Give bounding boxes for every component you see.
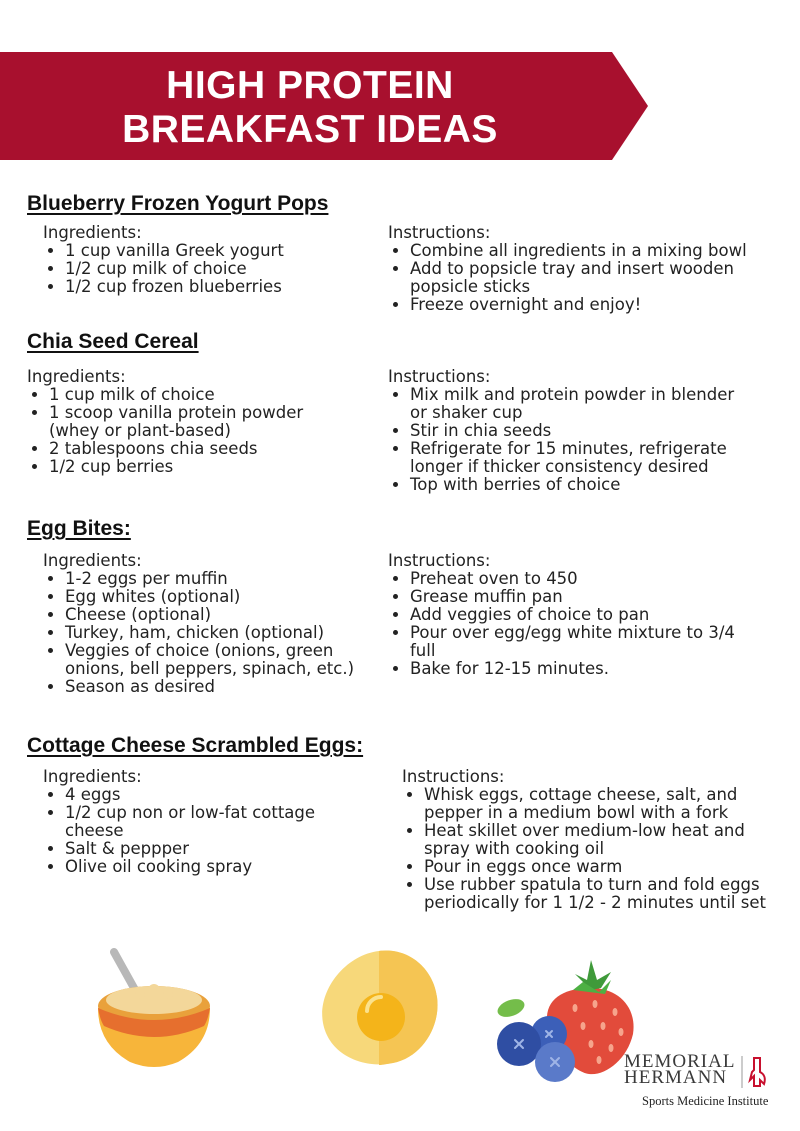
instructions-column bbox=[402, 768, 787, 912]
list-item: • 1-2 eggs per muffin bbox=[65, 570, 363, 588]
list-item: • Add veggies of choice to pan bbox=[410, 606, 753, 624]
ingredients-label: Ingredients: bbox=[27, 367, 126, 386]
title-banner bbox=[0, 52, 648, 160]
list-item: • Add to popsicle tray and insert wooden popsicle sticks bbox=[410, 260, 753, 296]
list-item: • Heat skillet over medium-low heat and spray with cooking oil bbox=[424, 822, 787, 858]
list-item: • Pour in eggs once warm bbox=[424, 858, 787, 876]
page-title-line-1: HIGH PROTEIN bbox=[166, 64, 454, 107]
list-item: • Whisk eggs, cottage cheese, salt, and pepper in a medium bowl with a fork bbox=[424, 786, 787, 822]
instructions-label: Instructions: bbox=[388, 551, 491, 570]
list-item: • 1/2 cup milk of choice bbox=[65, 260, 363, 278]
list-item: • Egg whites (optional) bbox=[65, 588, 363, 606]
ingredients-label: Ingredients: bbox=[43, 551, 142, 570]
list-item: • Freeze overnight and enjoy! bbox=[410, 296, 753, 314]
ingredients-list bbox=[43, 570, 363, 696]
logo-subtitle: Sports Medicine Institute bbox=[642, 1094, 769, 1108]
berries-icon bbox=[495, 946, 640, 1086]
list-item: • 4 eggs bbox=[65, 786, 343, 804]
list-item: • Olive oil cooking spray bbox=[65, 858, 343, 876]
ingredients-list bbox=[43, 786, 343, 876]
recipe-title-cottage-cheese-eggs: Cottage Cheese Scrambled Eggs: bbox=[27, 734, 364, 757]
ingredients-column bbox=[43, 224, 363, 296]
instructions-list bbox=[388, 386, 753, 494]
list-item: • Salt & peppper bbox=[65, 840, 343, 858]
list-item: • 2 tablespoons chia seeds bbox=[49, 440, 327, 458]
ingredients-column bbox=[43, 768, 343, 876]
list-item: • Season as desired bbox=[65, 678, 363, 696]
ingredients-list bbox=[27, 386, 327, 476]
list-item: • Stir in chia seeds bbox=[410, 422, 753, 440]
ingredients-label: Ingredients: bbox=[43, 767, 142, 786]
memorial-hermann-logo bbox=[622, 1052, 782, 1112]
ingredients-label: Ingredients: bbox=[43, 223, 142, 242]
list-item: • Preheat oven to 450 bbox=[410, 570, 753, 588]
list-item: • 1/2 cup frozen blueberries bbox=[65, 278, 363, 296]
ingredients-list bbox=[43, 242, 363, 296]
list-item: • Top with berries of choice bbox=[410, 476, 753, 494]
instructions-column bbox=[388, 552, 753, 678]
list-item: • Cheese (optional) bbox=[65, 606, 363, 624]
instructions-list bbox=[388, 570, 753, 678]
fried-egg-icon bbox=[315, 945, 445, 1075]
instructions-label: Instructions: bbox=[388, 223, 491, 242]
page-title-line-2: BREAKFAST IDEAS bbox=[122, 108, 498, 151]
ingredients-column bbox=[27, 368, 327, 476]
list-item: • 1 cup vanilla Greek yogurt bbox=[65, 242, 363, 260]
oatmeal-bowl-icon bbox=[92, 944, 222, 1079]
instructions-label: Instructions: bbox=[388, 367, 491, 386]
list-item: • 1/2 cup non or low-fat cottage cheese bbox=[65, 804, 343, 840]
page-title bbox=[40, 64, 580, 152]
list-item: • 1/2 cup berries bbox=[49, 458, 327, 476]
list-item: • Use rubber spatula to turn and fold eggs periodically for 1 1/2 - 2 minutes until set bbox=[424, 876, 787, 912]
logo-line-2: HERMANN bbox=[624, 1067, 728, 1088]
list-item: • 1 cup milk of choice bbox=[49, 386, 327, 404]
rockets-logo-icon bbox=[740, 1054, 770, 1090]
instructions-list bbox=[402, 786, 787, 912]
logo-line-1: MEMORIAL bbox=[624, 1051, 736, 1072]
list-item: • Turkey, ham, chicken (optional) bbox=[65, 624, 363, 642]
recipe-title-chia-seed-cereal: Chia Seed Cereal bbox=[27, 330, 199, 353]
list-item: • 1 scoop vanilla protein powder (whey or plant-based) bbox=[49, 404, 327, 440]
instructions-column bbox=[388, 368, 753, 494]
list-item: • Combine all ingredients in a mixing bowl bbox=[410, 242, 753, 260]
recipe-title-egg-bites: Egg Bites: bbox=[27, 517, 131, 540]
recipe-title-blueberry-pops: Blueberry Frozen Yogurt Pops bbox=[27, 192, 329, 215]
list-item: • Refrigerate for 15 minutes, refrigerate longer if thicker consistency desired bbox=[410, 440, 753, 476]
list-item: • Bake for 12-15 minutes. bbox=[410, 660, 753, 678]
list-item: • Pour over egg/egg white mixture to 3/4 full bbox=[410, 624, 753, 660]
instructions-label: Instructions: bbox=[402, 767, 505, 786]
list-item: • Mix milk and protein powder in blender or shaker cup bbox=[410, 386, 753, 422]
instructions-column bbox=[388, 224, 753, 314]
ingredients-column bbox=[43, 552, 363, 696]
logo-wordmark bbox=[624, 1051, 736, 1088]
instructions-list bbox=[388, 242, 753, 314]
list-item: • Grease muffin pan bbox=[410, 588, 753, 606]
list-item: • Veggies of choice (onions, green onions, bell peppers, spinach, etc.) bbox=[65, 642, 363, 678]
